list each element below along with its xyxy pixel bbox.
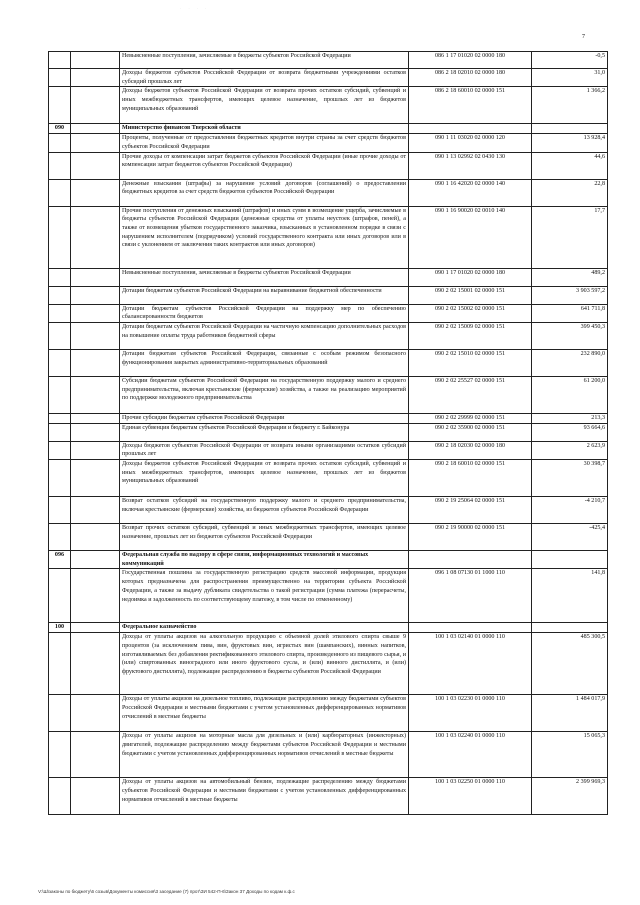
budget-code-cell: 090 2 19 90000 02 0000 151 xyxy=(409,524,532,551)
empty-cell xyxy=(71,441,120,459)
empty-cell xyxy=(71,52,120,69)
amount-cell: 3 903 597,2 xyxy=(532,286,608,304)
empty-cell xyxy=(71,206,120,268)
table-row xyxy=(49,206,608,268)
revenue-name-cell: Прочие поступления от денежных взысканий (штрафов) и иных сумм в возмещение ущерба, зачисляемые в бюджеты субъектов Российской Федерации (денежные средства от уплаты неустоек (штрафов, пеней), а также от возмещения убытков государственного заказчика, взысканных в установленном порядке в связи с нарушением исполнителем (подрядчиком) условий государственного контракта или иных договоров или в связи с уклонением от заключения таких контрактов или иных договоров) xyxy=(120,206,409,268)
empty-cell xyxy=(71,124,120,134)
budget-code-cell: 090 2 18 60010 02 0000 151 xyxy=(409,460,532,497)
admin-code-cell xyxy=(49,286,71,304)
amount-cell: 1 484 017,9 xyxy=(532,695,608,732)
admin-code-cell xyxy=(49,52,71,69)
budget-code-cell: 090 2 19 25064 02 0000 151 xyxy=(409,497,532,524)
revenue-name-cell: Дотации бюджетам субъектов Российской Федерации, связанные с особым режимом безопасного функционирования закрытых административно-территориальных образований xyxy=(120,349,409,376)
empty-cell xyxy=(71,304,120,322)
admin-code-cell xyxy=(49,69,71,87)
revenue-name-cell: Доходы от уплаты акцизов на алкогольную продукцию с объемной долей этилового спирта свыше 9 процентов (за исключением пива, вин, фруктовых вин, игристых вин (шампанских), винных напитков, изготавливаемых без добавления ректификованного этилового спирта, произведенного из пищевого сырья, и (или) спиртованных виноградного или иного фруктового сусла, и (или) винного дистиллята, и (или) фруктового дистиллята), подлежащие распределению в бюджеты субъектов Российской Федерации xyxy=(120,633,409,695)
table-row xyxy=(49,423,608,441)
revenue-name-cell: Субсидии бюджетам субъектов Российской Федерации на государственную поддержку малого и среднего предпринимательства, включая крестьянские (фермерские) хозяйства, а также на реализацию мероприятий по поддержке молодежного предпринимательства xyxy=(120,376,409,413)
budget-code-cell: 090 1 11 03020 02 0000 120 xyxy=(409,134,532,152)
table-row xyxy=(49,349,608,376)
amount-cell: 31,0 xyxy=(532,69,608,87)
table-row xyxy=(49,497,608,524)
admin-code-cell xyxy=(49,304,71,322)
amount-cell: 30 398,7 xyxy=(532,460,608,497)
budget-code-cell: 086 2 18 02010 02 0000 180 xyxy=(409,69,532,87)
budget-code-cell: 090 2 02 29999 02 0000 151 xyxy=(409,413,532,423)
amount-cell: 61 200,0 xyxy=(532,376,608,413)
admin-code-cell xyxy=(49,322,71,349)
table-row xyxy=(49,732,608,778)
empty-cell xyxy=(71,69,120,87)
budget-code-cell: 086 1 17 01020 02 0000 180 xyxy=(409,52,532,69)
amount-cell: 1 366,2 xyxy=(532,87,608,124)
admin-code-cell xyxy=(49,633,71,695)
amount-cell xyxy=(532,551,608,569)
amount-cell: 2 399 969,3 xyxy=(532,778,608,815)
revenue-name-cell: Доходы от уплаты акцизов на моторные масла для дизельных и (или) карбюраторных (инжекторных) двигателей, подлежащие распределению между бюджетами субъектов Российской Федерации и местными бюджетами с учетом установленных дифференцированных нормативов отчислений в местные бюджеты xyxy=(120,732,409,778)
organization-row xyxy=(49,623,608,633)
admin-code-cell xyxy=(49,524,71,551)
admin-code-cell: 090 xyxy=(49,124,71,134)
empty-cell xyxy=(71,423,120,441)
revenue-name-cell: Прочие доходы от компенсации затрат бюджетов субъектов Российской Федерации (иные прочие доходы от компенсации затрат бюджетов субъектов Российской Федерации) xyxy=(120,152,409,179)
page-number: 7 xyxy=(582,34,585,40)
empty-cell xyxy=(71,179,120,206)
organization-name-cell: Министерство финансов Тверской области xyxy=(120,124,409,134)
empty-cell xyxy=(71,134,120,152)
budget-code-cell: 090 1 17 01020 02 0000 180 xyxy=(409,268,532,286)
revenue-name-cell: Прочие субсидии бюджетам субъектов Российской Федерации xyxy=(120,413,409,423)
admin-code-cell: 100 xyxy=(49,623,71,633)
revenue-name-cell: Доходы от уплаты акцизов на автомобильный бензин, подлежащие распределению между бюджетами субъектов Российской Федерации и местными бюджетами с учетом установленных дифференцированных нормативов отчислений в местные бюджеты xyxy=(120,778,409,815)
table-row xyxy=(49,134,608,152)
budget-code-cell: 100 1 03 02140 01 0000 110 xyxy=(409,633,532,695)
table-row xyxy=(49,179,608,206)
table-row xyxy=(49,286,608,304)
budget-code-cell: 090 2 02 15010 02 0000 151 xyxy=(409,349,532,376)
amount-cell: 44,6 xyxy=(532,152,608,179)
budget-code-cell: 090 1 16 42020 02 0000 140 xyxy=(409,179,532,206)
table-row xyxy=(49,695,608,732)
table-row xyxy=(49,322,608,349)
revenue-name-cell: Доходы бюджетов субъектов Российской Федерации от возврата прочих остатков субсидий, субвенций и иных межбюджетных трансфертов, имеющих целевое назначение, прошлых лет из бюджетов муниципальных образований xyxy=(120,460,409,497)
admin-code-cell xyxy=(49,376,71,413)
revenue-name-cell: Невыясненные поступления, зачисляемые в бюджеты субъектов Российской Федерации xyxy=(120,268,409,286)
amount-cell: 17,7 xyxy=(532,206,608,268)
table-row xyxy=(49,87,608,124)
empty-cell xyxy=(71,551,120,569)
empty-cell xyxy=(71,497,120,524)
budget-code-cell xyxy=(409,623,532,633)
revenue-name-cell: Проценты, полученные от предоставления бюджетных кредитов внутри страны за счет средств бюджетов субъектов Российской Федерации xyxy=(120,134,409,152)
admin-code-cell xyxy=(49,569,71,623)
budget-code-cell: 090 2 02 35900 02 0000 151 xyxy=(409,423,532,441)
amount-cell: 485 300,5 xyxy=(532,633,608,695)
admin-code-cell: 096 xyxy=(49,551,71,569)
table-row xyxy=(49,304,608,322)
amount-cell: 489,2 xyxy=(532,268,608,286)
organization-row xyxy=(49,551,608,569)
admin-code-cell xyxy=(49,87,71,124)
revenue-table xyxy=(48,51,608,815)
budget-code-cell: 100 1 03 02250 01 0000 110 xyxy=(409,778,532,815)
empty-cell xyxy=(71,376,120,413)
budget-code-cell: 090 2 18 02030 02 0000 180 xyxy=(409,441,532,459)
admin-code-cell xyxy=(49,778,71,815)
empty-cell xyxy=(71,524,120,551)
amount-cell: 93 664,6 xyxy=(532,423,608,441)
revenue-name-cell: Возврат остатков субсидий на государственную поддержку малого и среднего предпринимательства, включая крестьянские (фермерские) хозяйства, из бюджетов субъектов Российской Федерации xyxy=(120,497,409,524)
amount-cell: 213,3 xyxy=(532,413,608,423)
amount-cell: -425,4 xyxy=(532,524,608,551)
budget-code-cell: 086 2 18 60010 02 0000 151 xyxy=(409,87,532,124)
amount-cell: -0,5 xyxy=(532,52,608,69)
budget-code-cell: 090 1 13 02992 02 0430 130 xyxy=(409,152,532,179)
amount-cell xyxy=(532,623,608,633)
amount-cell: 641 711,8 xyxy=(532,304,608,322)
empty-cell xyxy=(71,695,120,732)
admin-code-cell xyxy=(49,732,71,778)
revenue-name-cell: Доходы бюджетов субъектов Российской Федерации от возврата прочих остатков субсидий, субвенций и иных межбюджетных трансфертов, имеющих целевое назначение, прошлых лет из бюджетов муниципальных образований xyxy=(120,87,409,124)
table-row xyxy=(49,441,608,459)
admin-code-cell xyxy=(49,695,71,732)
budget-code-cell: 090 2 02 25527 02 0000 151 xyxy=(409,376,532,413)
amount-cell: 399 450,3 xyxy=(532,322,608,349)
admin-code-cell xyxy=(49,423,71,441)
admin-code-cell xyxy=(49,134,71,152)
revenue-name-cell: Дотации бюджетам субъектов Российской Федерации на выравнивание бюджетной обеспеченности xyxy=(120,286,409,304)
empty-cell xyxy=(71,569,120,623)
empty-cell xyxy=(71,349,120,376)
scan-noise: · · · · xyxy=(180,6,210,11)
revenue-name-cell: Дотации бюджетам субъектов Российской Федерации на частичную компенсацию дополнительных расходов на повышение оплаты труда работников бюджетной сферы xyxy=(120,322,409,349)
revenue-name-cell: Государственная пошлина за государственную регистрацию средств массовой информации, продукция которых предназначена для распространения преимущественно на территории субъекта Российской Федерации, а также за выдачу дубликата свидетельства о такой регистрации (сумма платежа (перерасчеты, недоимка и задолженность по соответствующему платежу, в том числе по отмененному) xyxy=(120,569,409,623)
table-row xyxy=(49,69,608,87)
admin-code-cell xyxy=(49,179,71,206)
empty-cell xyxy=(71,623,120,633)
empty-cell xyxy=(71,413,120,423)
budget-code-cell xyxy=(409,551,532,569)
revenue-name-cell: Денежные взыскания (штрафы) за нарушение условий договоров (соглашений) о предоставлении бюджетных кредитов за счет средств бюджетов субъектов Российской Федерации xyxy=(120,179,409,206)
budget-code-cell: 100 1 03 02230 01 0000 110 xyxy=(409,695,532,732)
budget-code-cell: 090 2 02 15001 02 0000 151 xyxy=(409,286,532,304)
revenue-name-cell: Дотации бюджетам субъектов Российской Федерации на поддержку мер по обеспечению сбалансированности бюджетов xyxy=(120,304,409,322)
admin-code-cell xyxy=(49,441,71,459)
admin-code-cell xyxy=(49,152,71,179)
empty-cell xyxy=(71,732,120,778)
admin-code-cell xyxy=(49,349,71,376)
table-row xyxy=(49,413,608,423)
revenue-name-cell: Доходы бюджетов субъектов Российской Федерации от возврата бюджетными учреждениями остатков субсидий прошлых лет xyxy=(120,69,409,87)
empty-cell xyxy=(71,633,120,695)
amount-cell: -4 210,7 xyxy=(532,497,608,524)
empty-cell xyxy=(71,87,120,124)
revenue-name-cell: Возврат прочих остатков субсидий, субвенций и иных межбюджетных трансфертов, имеющих целевое назначение, прошлых лет из бюджетов субъектов Российской Федерации xyxy=(120,524,409,551)
amount-cell xyxy=(532,124,608,134)
empty-cell xyxy=(71,460,120,497)
revenue-name-cell: Единая субвенция бюджетам субъектов Российской Федерации и бюджету г. Байконура xyxy=(120,423,409,441)
table-row xyxy=(49,778,608,815)
organization-row xyxy=(49,124,608,134)
budget-code-cell: 100 1 03 02240 01 0000 110 xyxy=(409,732,532,778)
amount-cell: 232 890,0 xyxy=(532,349,608,376)
budget-code-cell: 090 2 02 15002 02 0000 151 xyxy=(409,304,532,322)
table-row xyxy=(49,376,608,413)
budget-code-cell: 096 1 08 07130 01 1000 110 xyxy=(409,569,532,623)
table-row xyxy=(49,152,608,179)
revenue-name-cell: Доходы от уплаты акцизов на дизельное топливо, подлежащие распределению между бюджетами субъектов Российской Федерации и местными бюджетами с учетом установленных дифференцированных нормативов отчислений в местные бюджеты xyxy=(120,695,409,732)
empty-cell xyxy=(71,286,120,304)
revenue-name-cell: Доходы бюджетов субъектов Российской Федерации от возврата иными организациями остатков субсидий прошлых лет xyxy=(120,441,409,459)
organization-name-cell: Федеральное казначейство xyxy=(120,623,409,633)
budget-code-cell: 090 2 02 15009 02 0000 151 xyxy=(409,322,532,349)
admin-code-cell xyxy=(49,413,71,423)
organization-name-cell: Федеральная служба по надзору в сфере связи, информационных технологий и массовых коммуникаций xyxy=(120,551,409,569)
table-row xyxy=(49,524,608,551)
admin-code-cell xyxy=(49,268,71,286)
admin-code-cell xyxy=(49,206,71,268)
empty-cell xyxy=(71,778,120,815)
table-row xyxy=(49,268,608,286)
footer-file-path: V:\Ш\законы по бюджету\6 созыв\Документы комиссия\3 заседание (7) прот\ЗИ 542-П-6\Закон 37 Доходы по кодам к.ф.с xyxy=(38,889,295,894)
table-row xyxy=(49,460,608,497)
admin-code-cell xyxy=(49,497,71,524)
revenue-name-cell: Невыясненные поступления, зачисляемые в бюджеты субъектов Российской Федерации xyxy=(120,52,409,69)
amount-cell: 141,8 xyxy=(532,569,608,623)
empty-cell xyxy=(71,268,120,286)
amount-cell: 22,8 xyxy=(532,179,608,206)
budget-code-cell: 090 1 16 90020 02 0010 140 xyxy=(409,206,532,268)
empty-cell xyxy=(71,322,120,349)
amount-cell: 15 065,3 xyxy=(532,732,608,778)
table-row xyxy=(49,633,608,695)
table-row xyxy=(49,569,608,623)
budget-code-cell xyxy=(409,124,532,134)
table-row xyxy=(49,52,608,69)
admin-code-cell xyxy=(49,460,71,497)
amount-cell: 2 623,9 xyxy=(532,441,608,459)
empty-cell xyxy=(71,152,120,179)
amount-cell: 13 928,4 xyxy=(532,134,608,152)
